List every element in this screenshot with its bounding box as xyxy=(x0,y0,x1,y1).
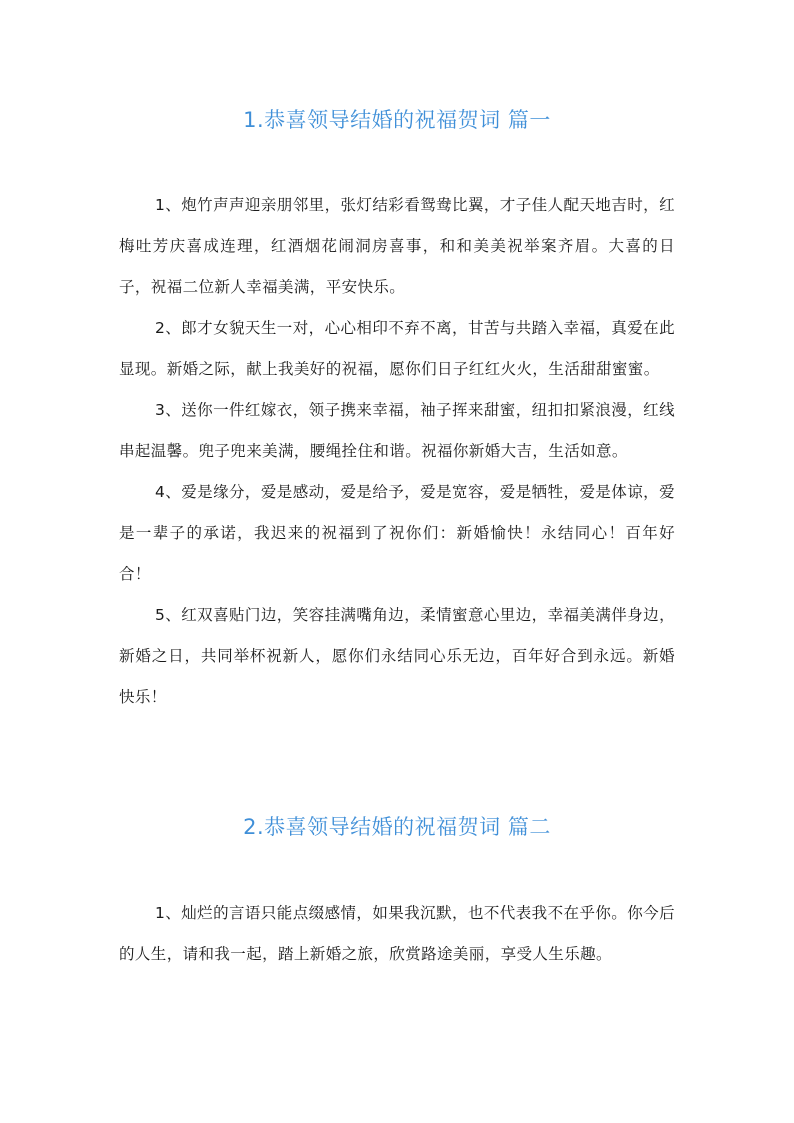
section-body-1 xyxy=(119,185,675,718)
paragraph: 4、爱是缘分，爱是感动，爱是给予，爱是宽容，爱是牺牲，爱是体谅，爱是一辈子的承诺，我迟来的祝福到了祝你们：新婚愉快！永结同心！百年好合！ xyxy=(119,483,675,583)
paragraph: 1、炮竹声声迎亲朋邻里，张灯结彩看鸳鸯比翼，才子佳人配天地吉时，红梅吐芳庆喜成连理，红酒烟花闹洞房喜事，和和美美祝举案齐眉。大喜的日子，祝福二位新人幸福美满，平安快乐。 xyxy=(119,196,675,296)
paragraph: 5、红双喜贴门边，笑容挂满嘴角边，柔情蜜意心里边，幸福美满伴身边，新婚之日，共同举杯祝新人，愿你们永结同心乐无边，百年好合到永远。新婚快乐！ xyxy=(119,606,675,706)
section-body-2 xyxy=(119,893,675,975)
paragraph: 2、郎才女貌天生一对，心心相印不弃不离，甘苦与共踏入幸福，真爱在此显现。新婚之际，献上我美好的祝福，愿你们日子红红火火，生活甜甜蜜蜜。 xyxy=(119,319,675,378)
section-title-1: 1.恭喜领导结婚的祝福贺词 篇一 xyxy=(243,108,551,132)
paragraph: 1、灿烂的言语只能点缀感情，如果我沉默，也不代表我不在乎你。你今后的人生，请和我一起，踏上新婚之旅，欣赏路途美丽，享受人生乐趣。 xyxy=(119,904,675,963)
section-title-2: 2.恭喜领导结婚的祝福贺词 篇二 xyxy=(243,815,551,839)
paragraph: 3、送你一件红嫁衣，领子携来幸福，袖子挥来甜蜜，纽扣扣紧浪漫，红线串起温馨。兜子兜来美满，腰绳拴住和谐。祝福你新婚大吉，生活如意。 xyxy=(119,401,675,460)
